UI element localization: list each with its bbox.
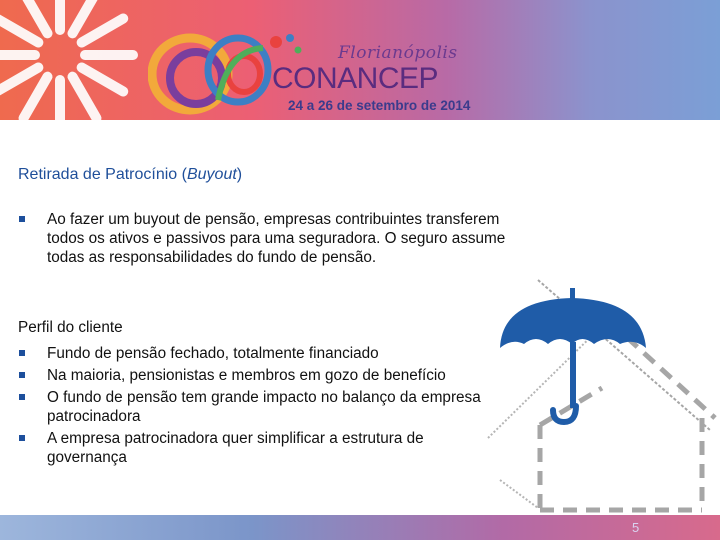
intro-bullet-list: [18, 210, 518, 267]
intro-bullet-item: Ao fazer um buyout de pensão, empresas contribuintes transferem todos os ativos e passivos para uma seguradora. O seguro assume todas as responsabilidades do fundo de pensão.: [18, 210, 518, 267]
burst-logo-icon: [0, 0, 140, 135]
profile-bullet-list: [18, 344, 498, 470]
profile-bullet-item: Fundo de pensão fechado, totalmente financiado: [18, 344, 498, 363]
profile-bullet-item: O fundo de pensão tem grande impacto no balanço da empresa patrocinadora: [18, 388, 498, 426]
slide-title-prefix: Retirada de Patrocínio (: [18, 166, 187, 183]
slide-title-italic: Buyout: [186, 166, 237, 183]
profile-bullet-item: A empresa patrocinadora quer simplificar a estrutura de governança: [18, 429, 498, 467]
umbrella-house-illustration: [480, 270, 720, 520]
logo-dates-text: 24 a 26 de setembro de 2014: [288, 98, 471, 113]
slide-title-suffix: ): [236, 166, 243, 183]
profile-bullet-item: Na maioria, pensionistas e membros em gozo de benefício: [18, 366, 498, 385]
footer-bar: [0, 515, 720, 540]
profile-heading: Perfil do cliente: [18, 319, 123, 336]
logo-name-text: CONANCEP: [272, 62, 439, 95]
slide-title: [18, 166, 242, 184]
page-number: 5: [632, 520, 640, 535]
logo-city-text: Florianópolis: [338, 43, 458, 63]
umbrella-icon: [500, 288, 646, 422]
